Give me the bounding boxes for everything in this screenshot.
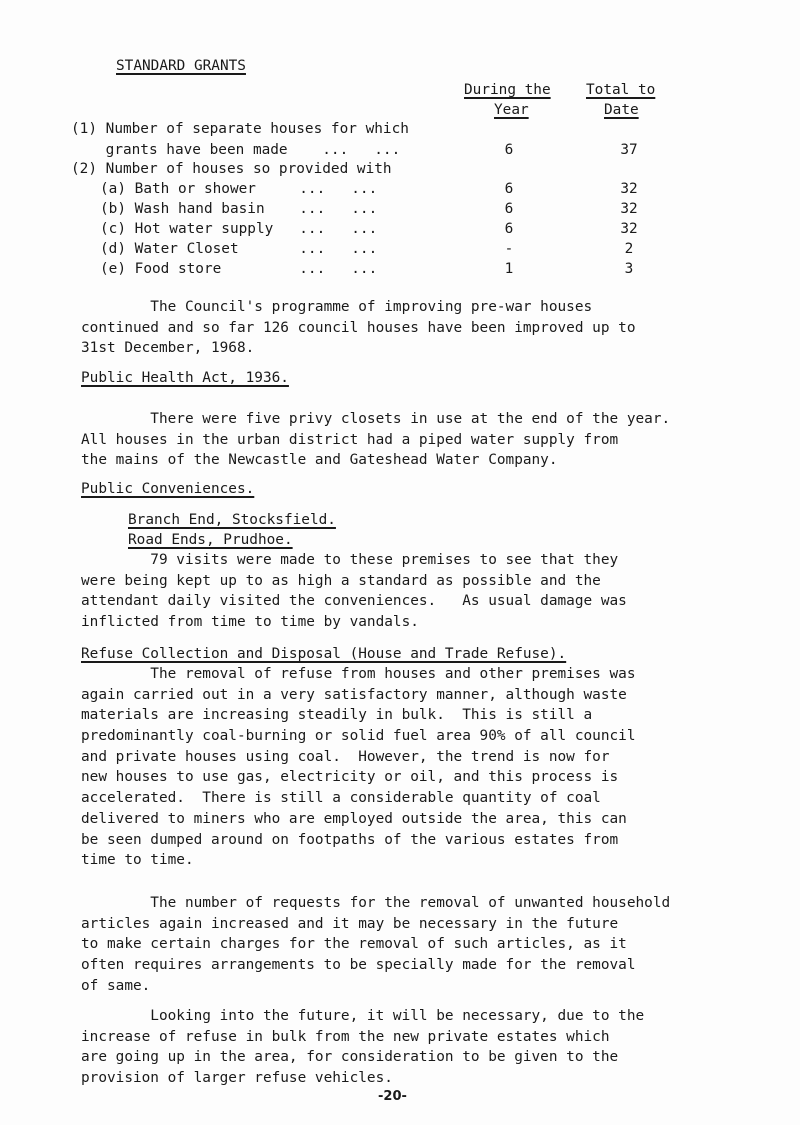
sub-row-label: (b) Wash hand basin ... ... <box>100 201 378 217</box>
sub-row-year: - <box>504 241 514 257</box>
text-line: The Council's programme of improving pre-war houses <box>81 299 593 315</box>
text-line: delivered to miners who are employed outside the area, this can <box>81 810 627 827</box>
heading-public-health-act: Public Health Act, 1936. <box>81 370 289 386</box>
section-title: STANDARD GRANTS <box>116 58 246 74</box>
text-line: were being kept up to as high a standard as possible and the <box>81 572 601 589</box>
row2-heading: (2) Number of houses so provided with <box>71 161 392 177</box>
text-line: The number of requests for the removal of unwanted household <box>81 895 671 911</box>
paragraph-council-programme <box>81 297 721 359</box>
convenience-location: Road Ends, Prudhoe. <box>128 532 293 548</box>
heading-public-conveniences: Public Conveniences. <box>81 481 255 497</box>
row1-label-line1: (1) Number of separate houses for which <box>71 121 409 137</box>
paragraph-future-vehicles <box>81 1006 721 1089</box>
text-line: accelerated. There is still a considerable quantity of coal <box>81 790 601 807</box>
text-line: to make certain charges for the removal of such articles, as it <box>81 936 627 953</box>
row1-year-value: 6 <box>504 142 514 158</box>
sub-row-label: (a) Bath or shower ... ... <box>100 181 378 197</box>
text-line: provision of larger refuse vehicles. <box>81 1070 393 1087</box>
sub-row-label: (e) Food store ... ... <box>100 261 378 277</box>
text-line: often requires arrangements to be specially made for the removal <box>81 957 636 974</box>
paragraph-unwanted-articles <box>81 893 721 996</box>
sub-row-label: (d) Water Closet ... ... <box>100 241 378 257</box>
text-line: inflicted from time to time by vandals. <box>81 614 419 631</box>
text-line: of same. <box>81 977 151 994</box>
sub-row-total: 32 <box>620 181 638 197</box>
paragraph-refuse-removal <box>81 664 721 871</box>
text-line: continued and so far 126 council houses have been improved up to <box>81 319 636 336</box>
sub-row-year: 1 <box>504 261 514 277</box>
paragraph-privy-closets <box>81 409 721 471</box>
text-line: new houses to use gas, electricity or oil, and this process is <box>81 769 619 786</box>
text-line: 31st December, 1968. <box>81 340 255 357</box>
row1-label-line2: grants have been made ... ... <box>71 142 401 158</box>
text-line: articles again increased and it may be necessary in the future <box>81 915 619 932</box>
sub-row-year: 6 <box>504 221 514 237</box>
text-line: All houses in the urban district had a piped water supply from <box>81 431 619 448</box>
sub-row-year: 6 <box>504 181 514 197</box>
text-line: and private houses using coal. However, the trend is now for <box>81 748 610 765</box>
text-line: There were five privy closets in use at the end of the year. <box>81 411 671 427</box>
col-header-year: Year <box>494 102 529 118</box>
text-line: be seen dumped around on footpaths of the various estates from <box>81 831 619 848</box>
paragraph-conveniences <box>81 550 721 633</box>
text-line: time to time. <box>81 852 194 869</box>
text-line: The removal of refuse from houses and other premises was <box>81 666 636 682</box>
sub-row-total: 3 <box>624 261 634 277</box>
sub-row-total: 32 <box>620 201 638 217</box>
text-line: Looking into the future, it will be necessary, due to the <box>81 1008 645 1024</box>
sub-row-total: 2 <box>624 241 634 257</box>
text-line: the mains of the Newcastle and Gateshead Water Company. <box>81 452 558 469</box>
text-line: 79 visits were made to these premises to see that they <box>81 552 619 568</box>
text-line: attendant daily visited the conveniences. As usual damage was <box>81 593 627 610</box>
text-line: are going up in the area, for consideration to be given to the <box>81 1049 619 1066</box>
heading-refuse-collection: Refuse Collection and Disposal (House and Trade Refuse). <box>81 646 567 662</box>
sub-row-total: 32 <box>620 221 638 237</box>
text-line: increase of refuse in bulk from the new private estates which <box>81 1028 610 1045</box>
text-line: materials are increasing steadily in bulk. This is still a <box>81 707 593 724</box>
convenience-location: Branch End, Stocksfield. <box>128 512 336 528</box>
col-header-date: Date <box>604 102 639 118</box>
row1-total-value: 37 <box>620 142 638 158</box>
col-header-total-date: Total to <box>586 82 656 98</box>
text-line: again carried out in a very satisfactory manner, although waste <box>81 686 627 703</box>
sub-row-label: (c) Hot water supply ... ... <box>100 221 378 237</box>
col-header-during-year: During the <box>464 82 551 98</box>
sub-row-year: 6 <box>504 201 514 217</box>
page-number: -20- <box>378 1089 407 1104</box>
text-line: predominantly coal-burning or solid fuel area 90% of all council <box>81 728 636 745</box>
